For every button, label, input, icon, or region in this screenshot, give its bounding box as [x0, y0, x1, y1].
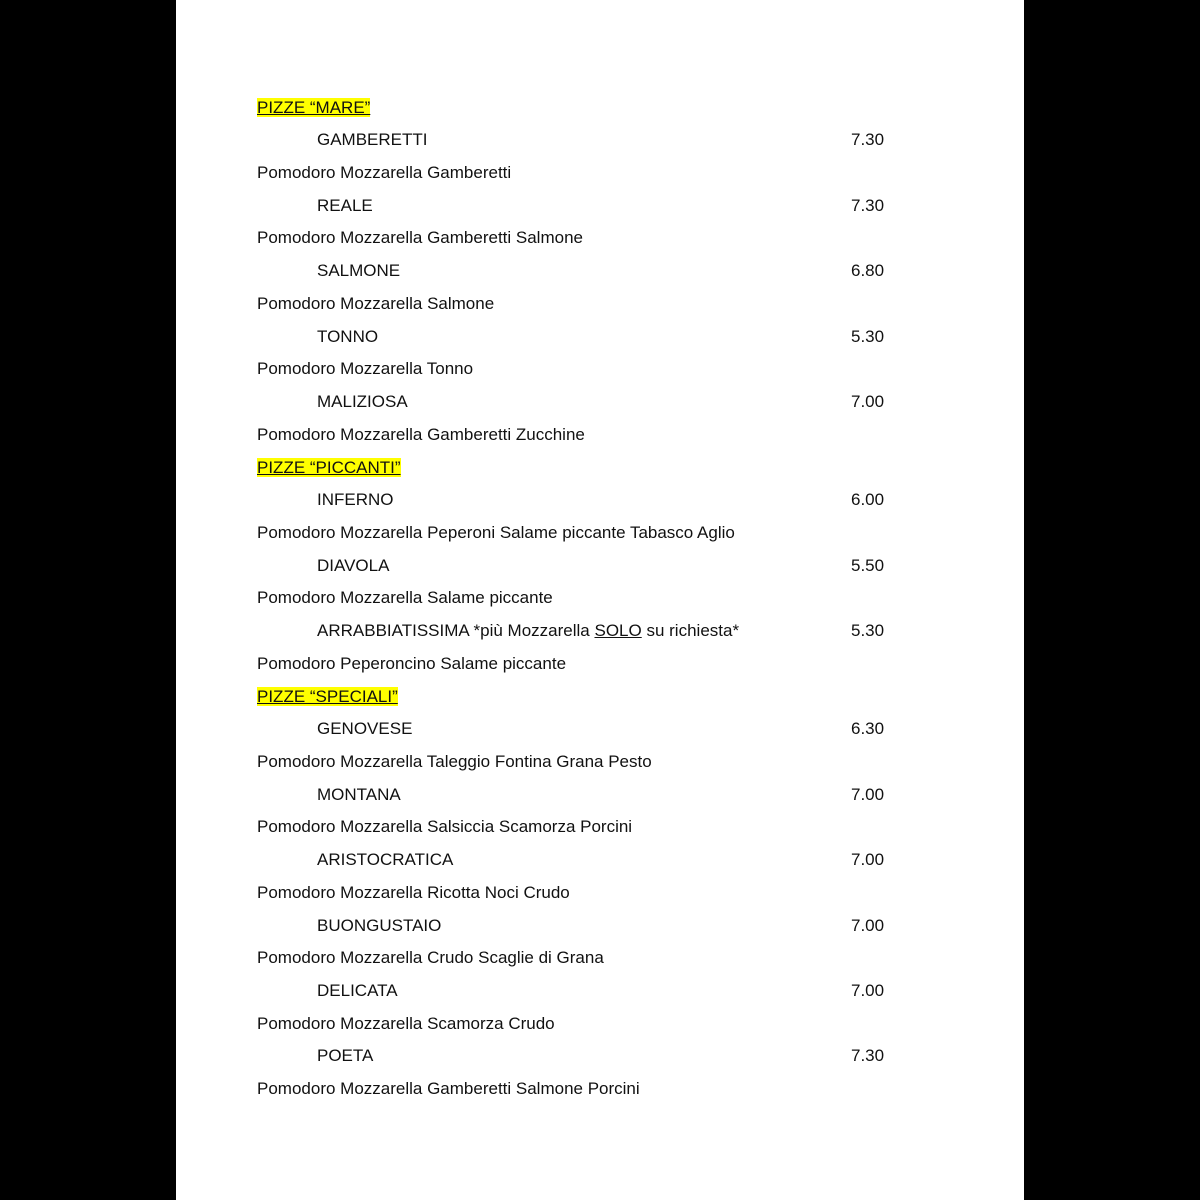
- menu-item-price: 5.50: [851, 555, 885, 575]
- menu-item-row: [176, 910, 1024, 943]
- menu-item-name: MONTANA: [317, 784, 401, 804]
- menu-item-price: 7.30: [851, 195, 885, 215]
- menu-page: [176, 0, 1024, 1200]
- menu-item-ingredients: Pomodoro Mozzarella Gamberetti Salmone Porcini: [257, 1079, 640, 1099]
- menu-item-price: 7.00: [851, 850, 885, 870]
- menu-item-note-before: *più Mozzarella: [473, 621, 590, 641]
- menu-item-price: 7.30: [851, 130, 885, 150]
- menu-item-ingredients: Pomodoro Peperoncino Salame piccante: [257, 653, 567, 673]
- section-title: PIZZE “SPECIALI”: [257, 686, 398, 706]
- menu-item-price: 7.00: [851, 981, 885, 1000]
- section-header-piccanti: [176, 452, 1024, 485]
- menu-item-name: POETA: [317, 1046, 374, 1066]
- menu-item-price: 6.80: [851, 261, 885, 281]
- menu-item-price: 6.00: [851, 490, 885, 510]
- menu-item-row: [176, 975, 1024, 1008]
- section-title: PIZZE “PICCANTI”: [257, 457, 401, 477]
- menu-item-row: [176, 321, 1024, 354]
- menu-item-price: 7.00: [851, 392, 885, 412]
- menu-item-name: GENOVESE: [317, 719, 413, 739]
- menu-item-row: [176, 550, 1024, 583]
- menu-item-ingredients: Pomodoro Mozzarella Peperoni Salame piccante Tabasco Aglio: [257, 522, 735, 542]
- menu-item-ingredients: Pomodoro Mozzarella Salsiccia Scamorza Porcini: [257, 817, 633, 837]
- menu-item-ingredients: Pomodoro Mozzarella Ricotta Noci Crudo: [257, 882, 570, 902]
- menu-item-name-with-note: [317, 615, 739, 648]
- menu-item-name: BUONGUSTAIO: [317, 915, 442, 935]
- menu-item-name: SALMONE: [317, 261, 401, 281]
- menu-content: [176, 92, 1024, 1106]
- menu-item-name: DELICATA: [317, 981, 398, 1000]
- menu-item-price: 7.00: [851, 915, 885, 935]
- menu-item-ingredients: Pomodoro Mozzarella Crudo Scaglie di Grana: [257, 948, 604, 968]
- menu-item-row: [176, 190, 1024, 223]
- menu-item-name: GAMBERETTI: [317, 130, 428, 150]
- menu-item-price: 7.30: [851, 1046, 885, 1066]
- menu-item-note-after: su richiesta*: [646, 621, 740, 641]
- menu-item-price: 5.30: [851, 621, 885, 641]
- menu-item-ingredients: Pomodoro Mozzarella Taleggio Fontina Grana Pesto: [257, 751, 652, 771]
- menu-item-name: INFERNO: [317, 490, 394, 510]
- menu-item-row: [176, 779, 1024, 812]
- menu-item-row: [176, 255, 1024, 288]
- menu-item-row: [176, 124, 1024, 157]
- section-title: PIZZE “MARE”: [257, 97, 371, 117]
- menu-item-row: [176, 615, 1024, 648]
- menu-item-price: 6.30: [851, 719, 885, 739]
- menu-item-ingredients: Pomodoro Mozzarella Gamberetti Zucchine: [257, 424, 585, 444]
- menu-item-name: TONNO: [317, 326, 379, 346]
- menu-item-row: [176, 713, 1024, 746]
- menu-item-price: 7.00: [851, 784, 885, 804]
- menu-item-note-emphasis: SOLO: [594, 621, 642, 641]
- menu-item-ingredients: Pomodoro Mozzarella Scamorza Crudo: [257, 1013, 555, 1033]
- section-header-mare: [176, 92, 1024, 125]
- menu-item-name: MALIZIOSA: [317, 392, 408, 412]
- menu-item-price: 5.30: [851, 326, 885, 346]
- menu-item-ingredients: Pomodoro Mozzarella Tonno: [257, 359, 474, 379]
- menu-item-ingredients: Pomodoro Mozzarella Salame piccante: [257, 588, 553, 608]
- menu-item-row: [176, 1040, 1024, 1073]
- menu-item-ingredients: Pomodoro Mozzarella Gamberetti: [257, 163, 512, 183]
- menu-item-row: [176, 386, 1024, 419]
- menu-item-name: ARISTOCRATICA: [317, 850, 454, 870]
- menu-item-ingredients: Pomodoro Mozzarella Gamberetti Salmone: [257, 228, 583, 248]
- menu-item-name: REALE: [317, 195, 373, 215]
- menu-item-name: DIAVOLA: [317, 555, 390, 575]
- section-header-speciali: [176, 681, 1024, 714]
- menu-item-row: [176, 844, 1024, 877]
- menu-item-row: [176, 484, 1024, 517]
- menu-item-ingredients: Pomodoro Mozzarella Salmone: [257, 293, 495, 313]
- menu-item-name: ARRABBIATISSIMA: [317, 621, 469, 641]
